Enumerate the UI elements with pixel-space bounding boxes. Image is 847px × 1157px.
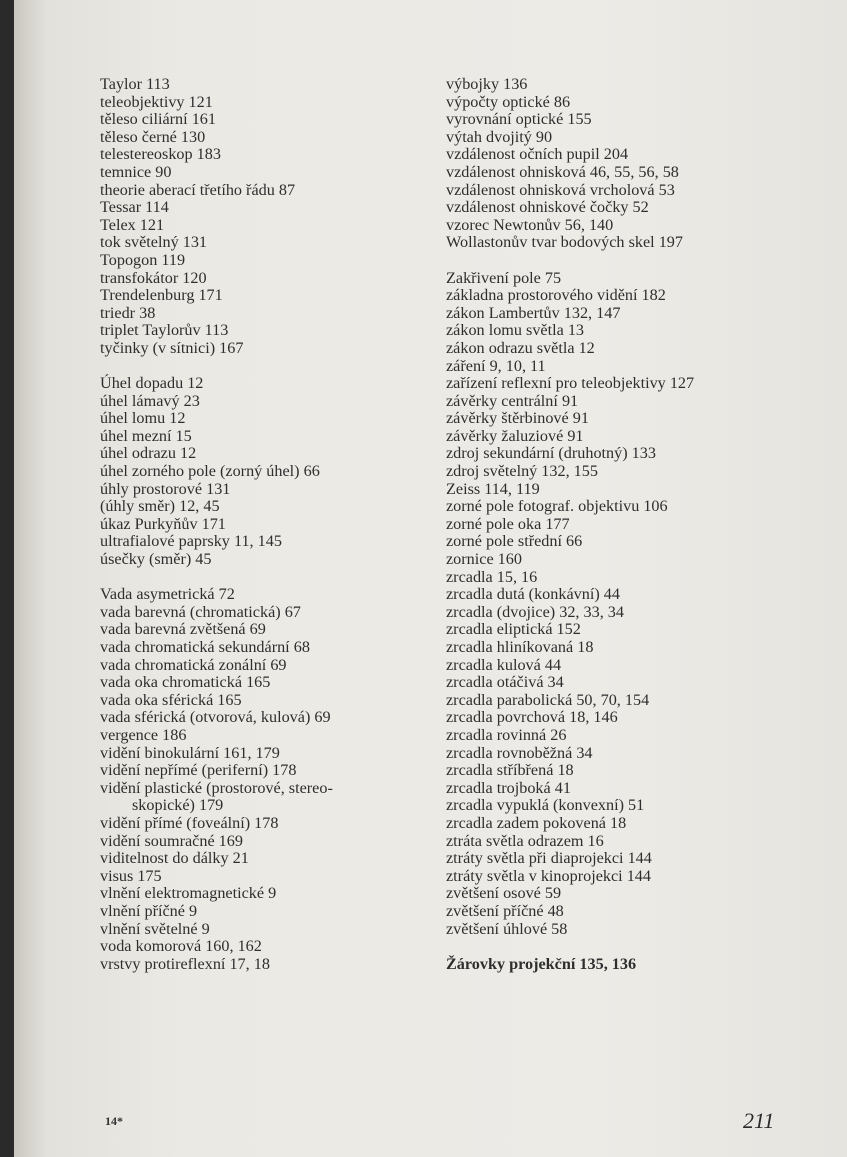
index-entry: zrcadla stříbřená 18 <box>446 761 574 780</box>
index-entry: úhel lomu 12 <box>100 409 186 428</box>
index-entry: zrcadla eliptická 152 <box>446 620 581 639</box>
index-entry: ztráta světla odrazem 16 <box>446 831 604 850</box>
index-entry: Zakřivení pole 75 <box>446 268 562 287</box>
index-entry: (úhly směr) 12, 45 <box>100 497 220 516</box>
index-entry: Vada asymetrická 72 <box>100 585 235 604</box>
index-entry: vzdálenost očních pupil 204 <box>446 145 629 164</box>
index-entry: zrcadla trojboká 41 <box>446 778 571 797</box>
index-entry: zrcadla parabolická 50, 70, 154 <box>446 690 650 709</box>
index-entry: zvětšení příčné 48 <box>446 901 564 920</box>
index-entry: viditelnost do dálky 21 <box>100 849 249 868</box>
index-entry: zrcadla otáčivá 34 <box>446 673 564 692</box>
index-entry: Telex 121 <box>100 215 165 234</box>
index-entry: úhly prostorové 131 <box>100 479 231 498</box>
index-entry: zrcadla 15, 16 <box>446 567 538 586</box>
index-entry: teleobjektivy 121 <box>100 92 213 111</box>
index-entry: vlnění světelné 9 <box>100 919 210 938</box>
index-entry: závěrky žaluziové 91 <box>446 426 584 445</box>
index-entry: Tessar 114 <box>100 198 169 217</box>
index-entry: těleso ciliární 161 <box>100 110 216 129</box>
index-entry: zorné pole oka 177 <box>446 514 570 533</box>
index-entry: vzorec Newtonův 56, 140 <box>446 215 614 234</box>
index-entry: vlnění příčné 9 <box>100 901 198 920</box>
index-entry: zařízení reflexní pro teleobjektivy 127 <box>446 374 695 393</box>
index-entry: vada oka sférická 165 <box>100 690 242 709</box>
index-entry: vada chromatická zonální 69 <box>100 655 287 674</box>
index-entry: Žárovky projekční 135, 136 <box>446 954 637 973</box>
index-entry: vergence 186 <box>100 725 187 744</box>
book-page <box>14 0 847 1157</box>
index-entry: zorné pole fotograf. objektivu 106 <box>446 497 668 516</box>
group-separator <box>446 252 786 270</box>
index-entry: zorné pole střední 66 <box>446 532 583 551</box>
index-entry: theorie aberací třetího řádu 87 <box>100 180 296 199</box>
index-entry: vrstvy protireflexní 17, 18 <box>100 954 270 973</box>
index-entry: vada sférická (otvorová, kulová) 69 <box>100 708 331 727</box>
index-entry: úhel zorného pole (zorný úhel) 66 <box>100 462 320 481</box>
index-entry: Zeiss 114, 119 <box>446 479 540 498</box>
index-entry: zákon Lambertův 132, 147 <box>446 303 621 322</box>
index-entry: vada barevná (chromatická) 67 <box>100 602 301 621</box>
index-entry: zrcadla (dvojice) 32, 33, 34 <box>446 602 624 621</box>
group-separator <box>100 569 430 587</box>
index-entry: vlnění elektromagnetické 9 <box>100 884 277 903</box>
index-entry: závěrky štěrbinové 91 <box>446 409 589 428</box>
index-entry: výtah dvojitý 90 <box>446 127 553 146</box>
index-entry: voda komorová 160, 162 <box>100 937 262 956</box>
index-entry: Trendelenburg 171 <box>100 286 223 305</box>
index-entry: vzdálenost ohnisková vrcholová 53 <box>446 180 675 199</box>
index-entry: vzdálenost ohnisková 46, 55, 56, 58 <box>446 162 679 181</box>
index-entry: zrcadla hliníkovaná 18 <box>446 638 594 656</box>
index-entry: zrcadla vypuklá (konvexní) 51 <box>446 796 645 815</box>
index-entry: temnice 90 <box>100 162 172 181</box>
index-entry: vzdálenost ohniskové čočky 52 <box>446 198 649 217</box>
index-entry: úhel odrazu 12 <box>100 444 197 463</box>
index-entry: zrcadla kulová 44 <box>446 655 562 674</box>
index-entry: Úhel dopadu 12 <box>100 374 204 393</box>
index-entry: těleso černé 130 <box>100 127 206 146</box>
index-entry: závěrky centrální 91 <box>446 391 579 410</box>
index-entry: vidění binokulární 161, 179 <box>100 743 280 762</box>
index-column-right <box>446 76 786 973</box>
index-entry: zrcadla povrchová 18, 146 <box>446 708 618 727</box>
index-entry: zrcadla rovinná 26 <box>446 725 567 744</box>
index-entry: zdroj sekundární (druhotný) 133 <box>446 444 656 463</box>
index-entry: telestereoskop 183 <box>100 145 221 164</box>
index-entry: výbojky 136 <box>446 75 528 93</box>
index-entry: zrcadla dutá (konkávní) 44 <box>446 585 620 604</box>
index-entry: zvětšení úhlové 58 <box>446 919 568 938</box>
index-entry: základna prostorového vidění 182 <box>446 286 666 305</box>
index-entry: vada oka chromatická 165 <box>100 673 271 692</box>
index-entry: Wollastonův tvar bodových skel 197 <box>446 233 683 252</box>
index-entry: úhel mezní 15 <box>100 426 192 445</box>
index-entry: Topogon 119 <box>100 250 186 269</box>
index-entry: zrcadla zadem pokovená 18 <box>446 813 627 832</box>
index-entry: záření 9, 10, 11 <box>446 356 546 375</box>
group-separator <box>446 938 786 956</box>
index-entry: ultrafialové paprsky 11, 145 <box>100 532 282 551</box>
index-entry: úhel lámavý 23 <box>100 391 200 410</box>
index-entry: vyrovnání optické 155 <box>446 110 592 129</box>
index-entry: ztráty světla při diaprojekci 144 <box>446 849 652 868</box>
index-entry: zvětšení osové 59 <box>446 884 562 903</box>
group-separator <box>100 358 430 376</box>
printer-signature: 14* <box>105 1114 123 1128</box>
index-entry: výpočty optické 86 <box>446 92 571 111</box>
index-entry: Taylor 113 <box>100 75 170 93</box>
index-entry: úkaz Purkyňův 171 <box>100 514 226 533</box>
page-number: 211 <box>743 1108 775 1133</box>
index-entry: skopické) 179 <box>132 796 224 815</box>
index-entry: ztráty světla v kinoprojekci 144 <box>446 866 651 885</box>
index-entry: vidění přímé (foveální) 178 <box>100 813 279 832</box>
index-entry: tok světelný 131 <box>100 233 208 252</box>
index-entry: visus 175 <box>100 866 162 885</box>
index-entry: vada chromatická sekundární 68 <box>100 638 310 656</box>
index-entry: transfokátor 120 <box>100 268 207 287</box>
index-entry: triplet Taylorův 113 <box>100 321 229 340</box>
index-entry: vidění soumračné 169 <box>100 831 243 850</box>
index-entry: zrcadla rovnoběžná 34 <box>446 743 593 762</box>
index-column-left <box>100 76 430 973</box>
index-entry: zákon lomu světla 13 <box>446 321 585 340</box>
index-entry: triedr 38 <box>100 303 156 322</box>
index-entry: tyčinky (v sítnici) 167 <box>100 338 244 357</box>
index-entry: zdroj světelný 132, 155 <box>446 462 598 481</box>
index-entry: vada barevná zvětšená 69 <box>100 620 266 639</box>
index-entry: zákon odrazu světla 12 <box>446 338 595 357</box>
index-entry: úsečky (směr) 45 <box>100 550 212 569</box>
index-entry: zornice 160 <box>446 550 522 569</box>
index-entry: vidění nepřímé (periferní) 178 <box>100 761 297 780</box>
index-entry: vidění plastické (prostorové, stereo- <box>100 778 333 797</box>
